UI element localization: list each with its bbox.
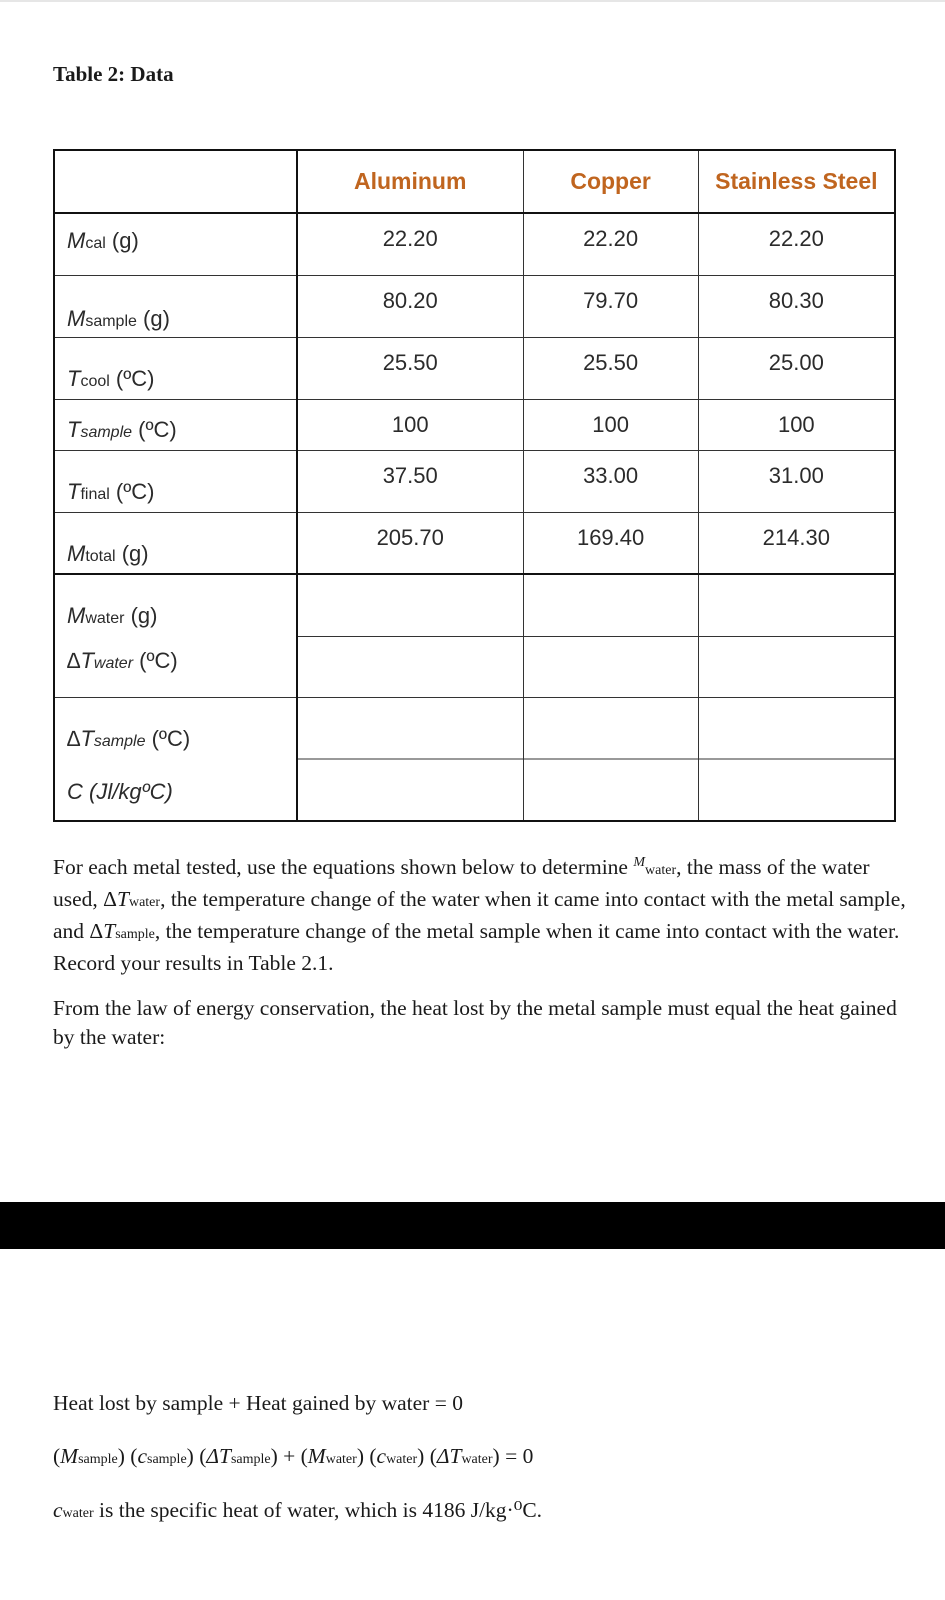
table-row	[54, 213, 895, 275]
cell-value[interactable]: 25.50	[297, 337, 523, 399]
table-row	[54, 275, 895, 337]
cell-value[interactable]: 22.20	[523, 213, 698, 275]
row-label: Tsample (ºC)	[54, 399, 297, 450]
cell-value[interactable]: 33.00	[523, 450, 698, 512]
cell-value[interactable]: 79.70	[523, 275, 698, 337]
table-row	[54, 697, 895, 821]
instructions-paragraph: For each metal tested, use the equations shown below to determine $^M$water, the mass of the water used, ΔTwater, the temperature change of the water when it came into contact with the metal sample, and ΔTsample, the temperature change of the metal sample when it came into contact with the water. Record your results in Table 2.1.	[53, 855, 906, 976]
row-label: Tcool (ºC)	[54, 337, 297, 399]
cell-value[interactable]: 80.30	[698, 275, 895, 337]
cell-value[interactable]	[523, 574, 698, 697]
cell-value[interactable]: 31.00	[698, 450, 895, 512]
specific-heat-note: cwater is the specific heat of water, which is 4186 J/kg·⁰C.	[53, 1498, 543, 1522]
row-label: ∆Tsample (ºC) C (Jl/kgºC)	[54, 697, 297, 821]
cell-value[interactable]	[297, 697, 523, 821]
header-copper: Copper	[523, 150, 698, 213]
cell-value[interactable]: 214.30	[698, 512, 895, 574]
cell-value[interactable]: 169.40	[523, 512, 698, 574]
header-aluminum: Aluminum	[297, 150, 523, 213]
row-label: Mwater (g) ∆Twater (ºC)	[54, 574, 297, 697]
cell-value[interactable]	[698, 574, 895, 697]
row-label: Mcal (g)	[54, 213, 297, 275]
heat-balance-equation: Heat lost by sample + Heat gained by water = 0	[53, 1391, 463, 1415]
header-empty-cell	[54, 150, 297, 213]
row-label: Msample (g)	[54, 275, 297, 337]
cell-value[interactable]: 100	[698, 399, 895, 450]
table-row	[54, 450, 895, 512]
cell-value[interactable]: 25.00	[698, 337, 895, 399]
cell-value[interactable]: 22.20	[698, 213, 895, 275]
header-stainless-steel: Stainless Steel	[698, 150, 895, 213]
cell-value[interactable]: 37.50	[297, 450, 523, 512]
data-table	[53, 149, 896, 822]
table-row	[54, 574, 895, 697]
cell-value[interactable]: 100	[523, 399, 698, 450]
redaction-bar	[0, 1202, 945, 1249]
cell-value[interactable]	[698, 697, 895, 821]
cell-value[interactable]: 100	[297, 399, 523, 450]
cell-value[interactable]	[523, 697, 698, 821]
row-label: Mtotal (g)	[54, 512, 297, 574]
cell-value[interactable]: 25.50	[523, 337, 698, 399]
heat-formula-equation: (Msample) (csample) (ΔTsample) + (Mwater) (cwater) (ΔTwater) = 0	[53, 1444, 534, 1468]
cell-value[interactable]: 205.70	[297, 512, 523, 574]
table-row	[54, 512, 895, 574]
top-divider	[0, 0, 945, 2]
table-header-row	[54, 150, 895, 213]
cell-value[interactable]	[297, 574, 523, 697]
table-row	[54, 337, 895, 399]
cell-value[interactable]: 80.20	[297, 275, 523, 337]
page-title: Table 2: Data	[53, 62, 174, 86]
conservation-paragraph: From the law of energy conservation, the heat lost by the metal sample must equal the heat gained by the water:	[53, 996, 897, 1049]
row-label: Tfinal (ºC)	[54, 450, 297, 512]
cell-value[interactable]: 22.20	[297, 213, 523, 275]
table-row	[54, 399, 895, 450]
